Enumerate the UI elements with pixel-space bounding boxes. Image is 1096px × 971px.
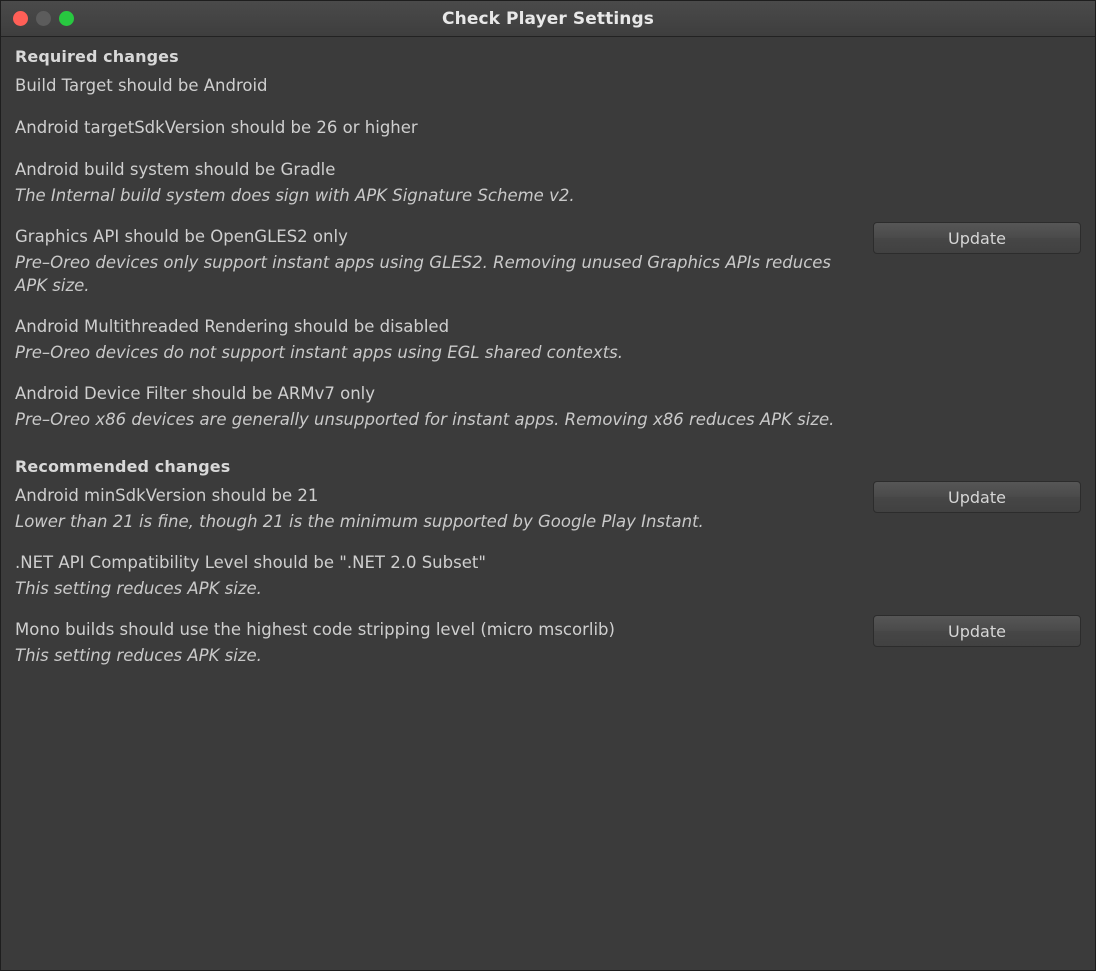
window-titlebar (1, 1, 1095, 37)
check-item-min-sdk-version (15, 484, 1081, 533)
check-item-description: This setting reduces APK size. (15, 645, 262, 665)
check-item-description: Pre–Oreo devices do not support instant apps using EGL shared contexts. (15, 342, 624, 362)
check-item-target-sdk-version (15, 116, 1081, 140)
check-item-description: Pre–Oreo x86 devices are generally unsupported for instant apps. Removing x86 reduces APK size. (15, 409, 835, 429)
check-item-title: Android Multithreaded Rendering should be disabled (15, 316, 450, 336)
check-item-build-system (15, 158, 1081, 207)
section-header-required: Required changes (15, 47, 179, 66)
check-item-device-filter (15, 382, 1081, 431)
check-item-description: Lower than 21 is fine, though 21 is the minimum supported by Google Play Instant. (15, 511, 704, 531)
check-item-description: This setting reduces APK size. (15, 578, 262, 598)
check-item-title: Mono builds should use the highest code stripping level (micro mscorlib) (15, 620, 615, 640)
check-item-title: Graphics API should be OpenGLES2 only (15, 226, 348, 246)
check-item-graphics-api (15, 225, 1081, 297)
check-item-net-api-compatibility (15, 551, 1081, 600)
check-item-title: Android build system should be Gradle (15, 159, 336, 179)
update-button-min-sdk-version[interactable]: Update (873, 481, 1081, 513)
check-item-build-target (15, 74, 1081, 98)
check-item-title: Android minSdkVersion should be 21 (15, 486, 319, 505)
window-title: Check Player Settings (442, 8, 654, 29)
maximize-button-icon[interactable] (59, 11, 74, 26)
update-button-code-stripping[interactable]: Update (873, 615, 1081, 647)
window-controls (13, 11, 74, 26)
check-item-description: Pre–Oreo devices only support instant apps using GLES2. Removing unused Graphics APIs reduces APK size. (15, 252, 832, 295)
update-button-graphics-api[interactable]: Update (873, 222, 1081, 254)
check-item-title: Build Target should be Android (15, 76, 268, 95)
check-item-title: Android Device Filter should be ARMv7 only (15, 383, 375, 403)
close-button-icon[interactable] (13, 11, 28, 26)
settings-check-list (1, 37, 1095, 970)
check-item-code-stripping (15, 618, 1081, 667)
check-item-multithreaded-rendering (15, 315, 1081, 364)
section-header-recommended: Recommended changes (15, 457, 231, 476)
check-item-description: The Internal build system does sign with APK Signature Scheme v2. (15, 185, 575, 205)
check-item-title: .NET API Compatibility Level should be ".NET 2.0 Subset" (15, 553, 486, 573)
minimize-button-icon[interactable] (36, 11, 51, 26)
check-item-title: Android targetSdkVersion should be 26 or higher (15, 117, 418, 137)
